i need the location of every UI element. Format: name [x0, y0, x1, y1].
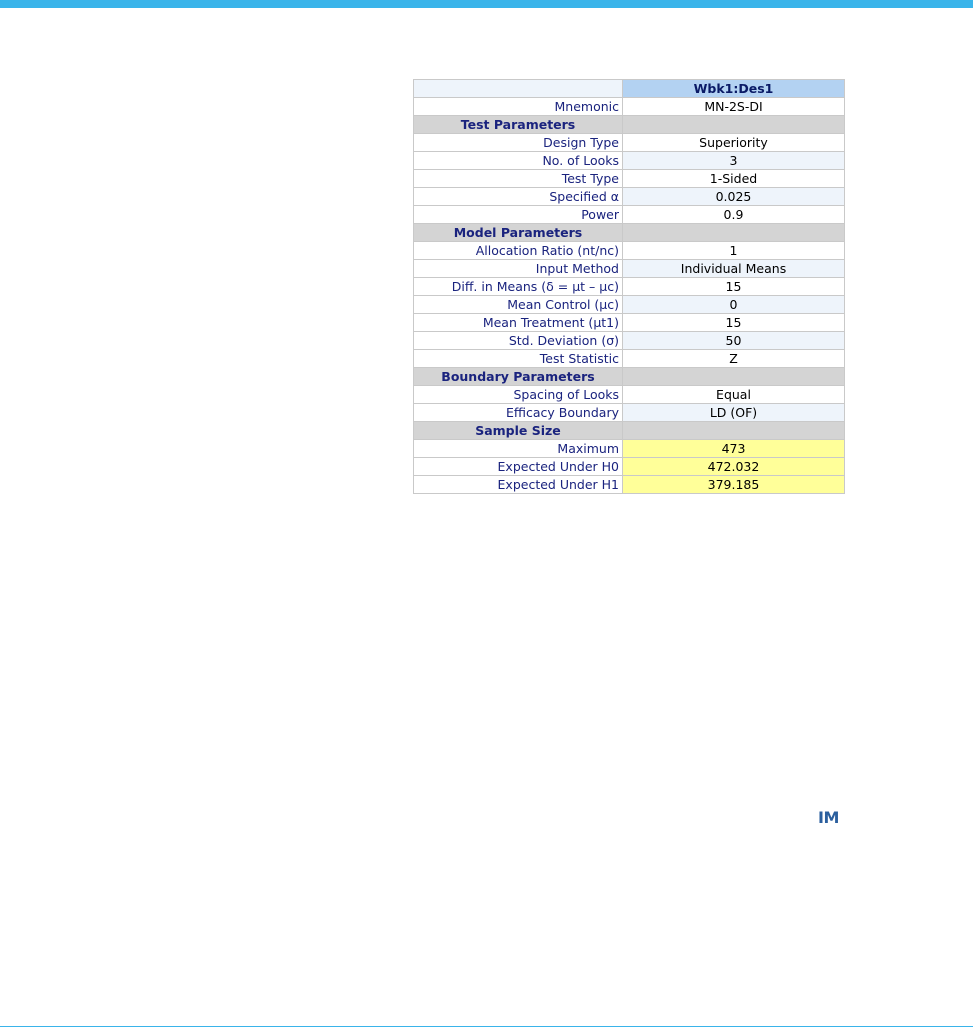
table-row — [414, 476, 845, 494]
table-row — [414, 332, 845, 350]
row-label: Expected Under H1 — [414, 476, 623, 494]
row-label: Input Method — [414, 260, 623, 278]
section-title: Model Parameters — [414, 224, 623, 242]
row-value: 472.032 — [623, 458, 845, 476]
row-label: Spacing of Looks — [414, 386, 623, 404]
row-label: Specified α — [414, 188, 623, 206]
table-row — [414, 260, 845, 278]
table-row — [414, 206, 845, 224]
design-column-header[interactable]: Wbk1:Des1 — [623, 80, 845, 98]
table-row — [414, 278, 845, 296]
row-value: 15 — [623, 278, 845, 296]
row-value: 1-Sided — [623, 170, 845, 188]
section-test-parameters — [414, 116, 845, 134]
section-spacer — [623, 224, 845, 242]
row-label: Diff. in Means (δ = μt – μc) — [414, 278, 623, 296]
bottom-accent-line — [0, 1026, 973, 1027]
row-label: Design Type — [414, 134, 623, 152]
section-spacer — [623, 116, 845, 134]
row-value: LD (OF) — [623, 404, 845, 422]
row-label: Mean Control (μc) — [414, 296, 623, 314]
corner-cell — [414, 80, 623, 98]
row-value: 15 — [623, 314, 845, 332]
table-row — [414, 242, 845, 260]
row-value: 1 — [623, 242, 845, 260]
table-row — [414, 170, 845, 188]
top-accent-bar — [0, 0, 973, 8]
section-model-parameters — [414, 224, 845, 242]
row-value: 0 — [623, 296, 845, 314]
row-label: No. of Looks — [414, 152, 623, 170]
row-label: Maximum — [414, 440, 623, 458]
section-title: Boundary Parameters — [414, 368, 623, 386]
design-summary-table — [413, 79, 845, 494]
table-row — [414, 152, 845, 170]
row-label: Mean Treatment (μt1) — [414, 314, 623, 332]
table-row — [414, 350, 845, 368]
row-value: 0.9 — [623, 206, 845, 224]
table-row — [414, 440, 845, 458]
row-value: 50 — [623, 332, 845, 350]
row-value: Equal — [623, 386, 845, 404]
row-label: Power — [414, 206, 623, 224]
section-boundary-parameters — [414, 368, 845, 386]
row-value: 379.185 — [623, 476, 845, 494]
row-label: Allocation Ratio (nt/nc) — [414, 242, 623, 260]
row-label: Mnemonic — [414, 98, 623, 116]
table-row — [414, 296, 845, 314]
table-row — [414, 314, 845, 332]
row-value: 3 — [623, 152, 845, 170]
row-value: 0.025 — [623, 188, 845, 206]
table-row — [414, 458, 845, 476]
row-value: Individual Means — [623, 260, 845, 278]
section-title: Test Parameters — [414, 116, 623, 134]
row-label: Expected Under H0 — [414, 458, 623, 476]
table-row — [414, 134, 845, 152]
section-spacer — [623, 368, 845, 386]
table-row — [414, 188, 845, 206]
row-value: 473 — [623, 440, 845, 458]
table-row — [414, 386, 845, 404]
table-row — [414, 404, 845, 422]
row-value: MN-2S-DI — [623, 98, 845, 116]
section-title: Sample Size — [414, 422, 623, 440]
row-value: Z — [623, 350, 845, 368]
row-label: Test Statistic — [414, 350, 623, 368]
table-row-mnemonic — [414, 98, 845, 116]
section-spacer — [623, 422, 845, 440]
table-header-row — [414, 80, 845, 98]
section-sample-size — [414, 422, 845, 440]
row-label: Efficacy Boundary — [414, 404, 623, 422]
row-label: Test Type — [414, 170, 623, 188]
row-label: Std. Deviation (σ) — [414, 332, 623, 350]
row-value: Superiority — [623, 134, 845, 152]
im-logo: IM — [818, 808, 839, 827]
